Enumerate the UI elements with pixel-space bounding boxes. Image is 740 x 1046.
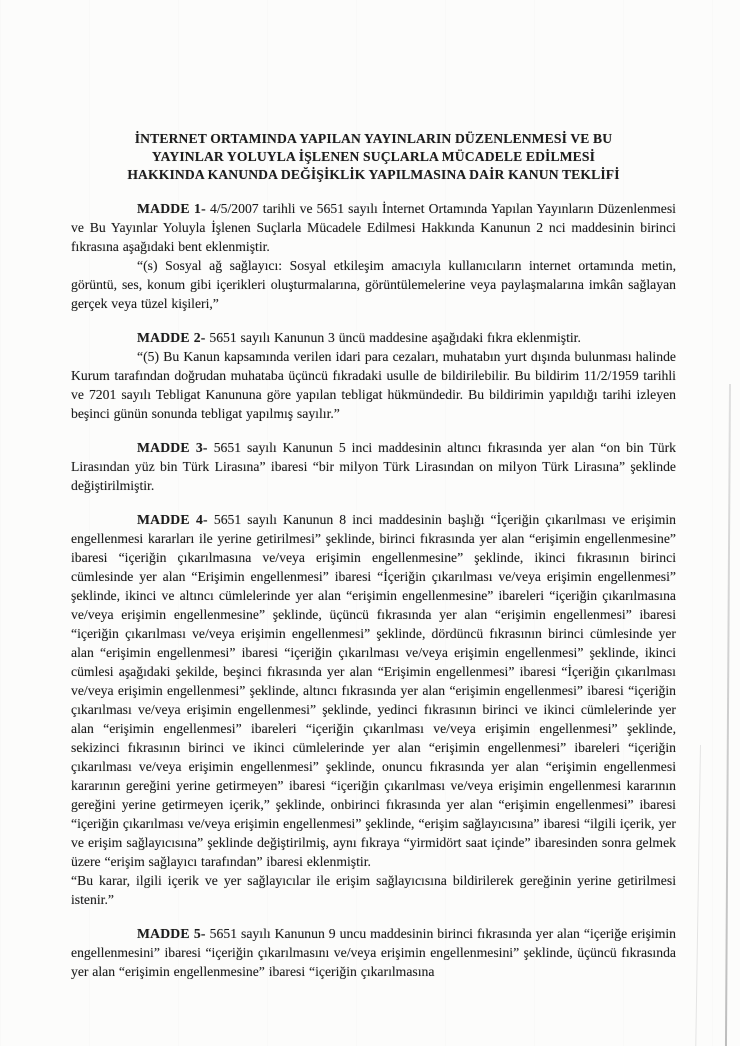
title-line-3: HAKKINDA KANUNDA DEĞİŞİKLİK YAPILMASINA DAİR KANUN TEKLİFİ [127,167,620,182]
article-4-appended-sentence: “Bu karar, ilgili içerik ve yer sağlayıcılar ile erişim sağlayıcısına bildirilerek gereğinin yerine getirilmesi istenir.” [71,873,676,907]
article-2-intro-text: 5651 sayılı Kanunun 3 üncü maddesine aşağıdaki fıkra eklenmiştir. [209,330,581,345]
article-2-intro [71,328,676,347]
article-5-intro [71,924,676,981]
article-madde-1 [71,199,676,313]
article-1-intro [71,199,676,256]
article-2-quoted-provision: “(5) Bu Kanun kapsamında verilen idari para cezaları, muhatabın yurt dışında bulunması halinde Kurum tarafından doğrudan muhataba üçüncü fıkradaki usulle de bildirilebilir. Bu bildirim 11/2/1959 tarihli ve 7201 sayılı Tebligat Kanununa göre yapılan tebligat hükmündedir. Bu bildirimin yapıldığı tarihi izleyen beşinci günün sonunda tebligat yapılmış sayılır.” [71,349,676,421]
article-3-heading: MADDE 3- [137,440,208,455]
article-2-heading: MADDE 2- [137,330,206,345]
article-madde-5 [71,924,676,981]
article-4-intro-text: 5651 sayılı Kanunun 8 inci maddesinin başlığı “İçeriğin çıkarılması ve erişimin engellenmesi kararları ile yerine getirilmesi” şeklinde, birinci fıkrasında yer alan “erişimin engellenmesine” ibaresi “içeriğin çıkarılmasına ve/veya erişimin engellenmesine” şeklinde, ikinci fıkrasının birinci cümlesinde yer alan “Erişimin engellenmesi” ibaresi “İçeriğin çıkarılması ve/veya erişimin engellenmesi” şeklinde, ikinci ve altıncı cümlelerinde yer alan “erişimin engellenmesine” ibareleri “içeriğin çıkarılmasına ve/veya erişimin engellenmesine” şeklinde, üçüncü fıkrasında yer alan “erişimin engellenmesi” ibaresi “içeriğin çıkarılması ve/veya erişimin engellenmesi” şeklinde, dördüncü fıkrasının birinci cümlesinde yer alan “erişimin engellenmesi” ibaresi “içeriğin çıkarılması ve/veya erişimin engellenmesi” şeklinde, ikinci cümlesi aşağıdaki şekilde, beşinci fıkrasında yer alan “Erişimin engellenmesi” ibaresi “İçeriğin çıkarılması ve/veya erişimin engellenmesi” şeklinde, altıncı fıkrasında yer alan “erişimin engellenmesi” ibaresi “içeriğin çıkarılması ve/veya erişimin engellenmesi” şeklinde, yedinci fıkrasının birinci ve ikinci cümlelerinde yer alan “erişimin engellenmesi” ibareleri “içeriğin çıkarılması ve/veya erişimin engellenmesi” şeklinde, sekizinci fıkrasının birinci ve ikinci cümlelerinde yer alan “erişimin engellenmesi” ibareleri “içeriğin çıkarılması ve/veya erişimin engellenmesi” şeklinde, onuncu fıkrasında yer alan “erişimin engellenmesi kararının gereğini yerine getirmeyen” ibaresi “içeriğin çıkarılması ve/veya erişimin engellenmesi kararının gereğini yerine getirmeyen içerik,” şeklinde, onbirinci fıkrasında yer alan “erişimin engellenmesi” ibaresi “içeriğin çıkarılması ve/veya erişimin engellenmesi” şeklinde, “erişim sağlayıcısına” ibaresi “ilgili içerik, yer ve erişim sağlayıcısına” şeklinde değiştirilmiş, aynı fıkraya “yirmidört saat içinde” ibaresinden sonra gelmek üzere “erişim sağlayıcı tarafından” ibaresi eklenmiştir. [71,512,676,869]
title-line-1: İNTERNET ORTAMINDA YAPILAN YAYINLARIN DÜZENLENMESİ VE BU [134,131,613,146]
article-4-heading: MADDE 4- [137,512,208,527]
article-4-intro [71,510,676,871]
article-1-quoted-provision: “(s) Sosyal ağ sağlayıcı: Sosyal etkileşim amacıyla kullanıcıların internet ortamında metin, görüntü, ses, konum gibi içerikleri oluşturmalarına, görüntülemelerine veya paylaşmalarına imkân sağlayan gerçek veya tüzel kişileri,” [71,258,676,311]
document-text-block [71,130,676,981]
article-5-heading: MADDE 5- [137,926,206,941]
page-edge-scan-line-faint [695,745,701,1046]
article-3-intro-text: 5651 sayılı Kanunun 5 inci maddesinin altıncı fıkrasında yer alan “on bin Türk Lirasından yüz bin Türk Lirasına” ibaresi “bir milyon Türk Lirasından on milyon Türk Lirasına” şeklinde değiştirilmiştir. [71,440,676,493]
page-edge-scan-line [725,384,731,1046]
article-1-intro-text: 4/5/2007 tarihli ve 5651 sayılı İnternet Ortamında Yapılan Yayınların Düzenlenmesi ve Bu Yayınlar Yoluyla İşlenen Suçlarla Mücadele Edilmesi Hakkında Kanunun 2 nci maddesinin birinci fıkrasına aşağıdaki bent eklenmiştir. [71,201,676,254]
article-madde-4 [71,510,676,909]
title-line-2: YAYINLAR YOLUYLA İŞLENEN SUÇLARLA MÜCADELE EDİLMESİ [151,149,596,164]
article-5-intro-text: 5651 sayılı Kanunun 9 uncu maddesinin birinci fıkrasında yer alan “içeriğe erişimin engellenmesini” ibaresi “içeriğin çıkarılmasını ve/veya erişimin engellenmesini” şeklinde, üçüncü fıkrasında yer alan “erişimin engellenmesine” ibaresi “içeriğin çıkarılmasına [71,926,677,979]
document-title [71,130,676,184]
article-madde-2 [71,328,676,423]
article-1-heading: MADDE 1- [137,201,206,216]
article-madde-3 [71,438,676,495]
article-3-intro [71,438,676,495]
